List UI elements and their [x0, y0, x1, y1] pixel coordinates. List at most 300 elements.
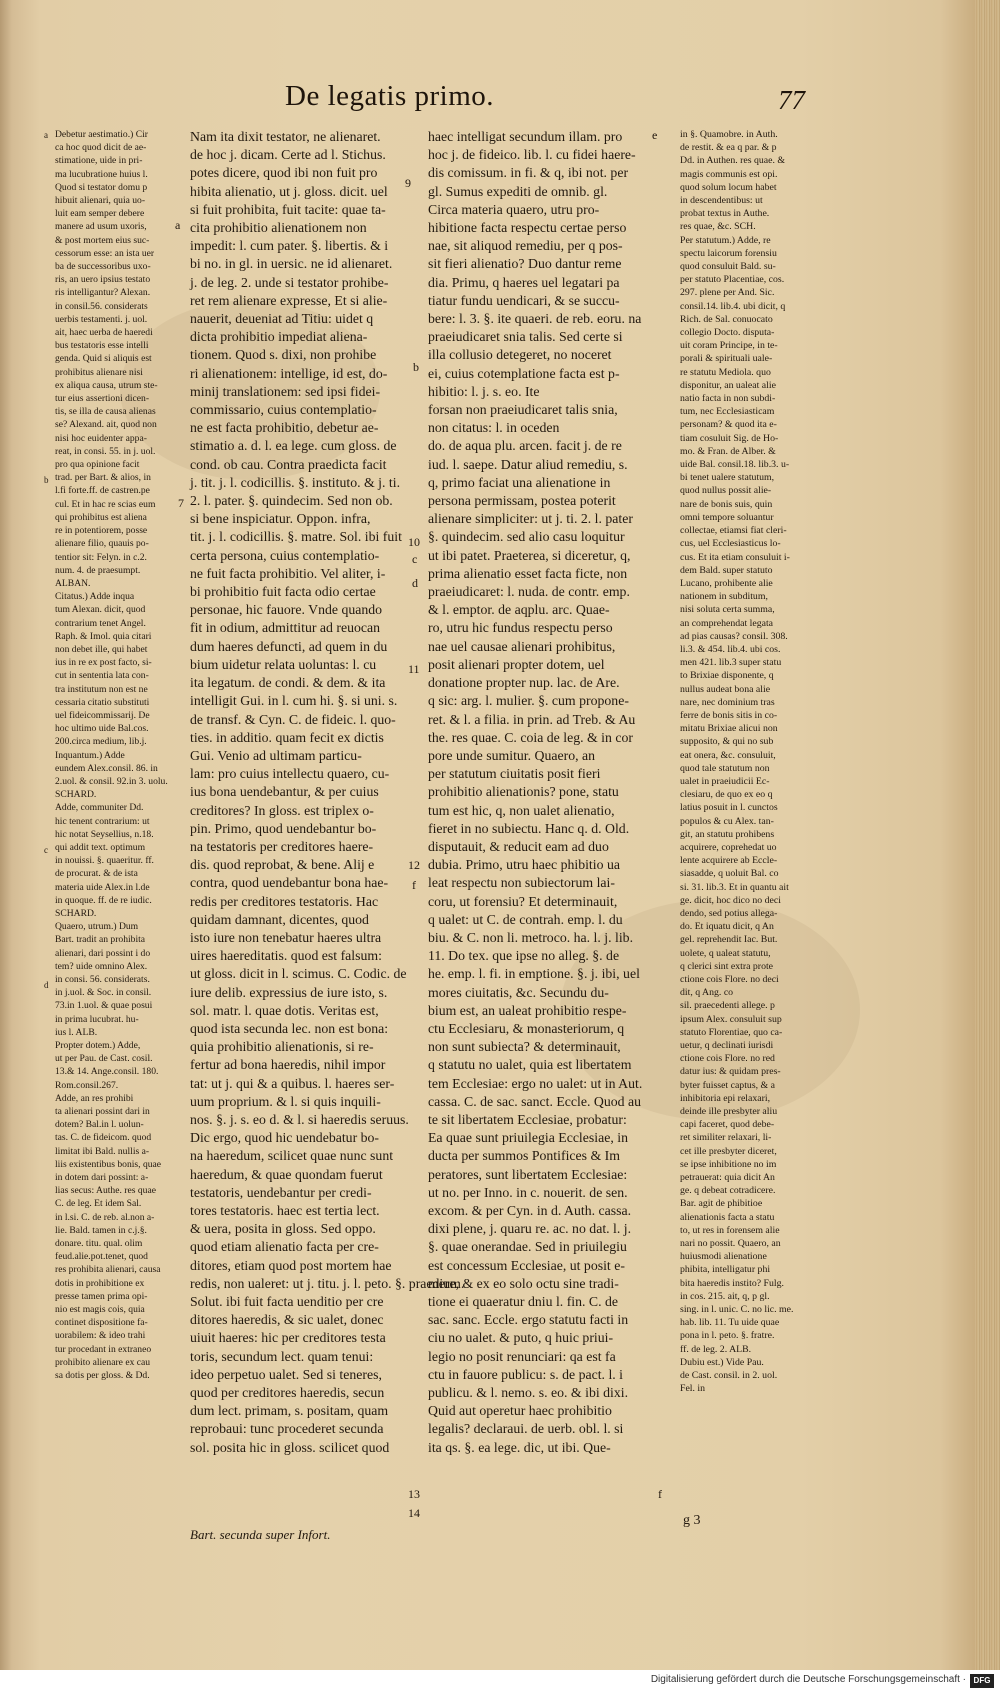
text-line: liis existentibus bonis, quae — [55, 1158, 162, 1170]
text-line: personae, hic fauore. Vnde quando — [190, 602, 383, 618]
text-line: quod tale statutum non — [680, 762, 770, 774]
text-line: hibuit alienari, quia uo- — [55, 195, 146, 207]
text-line: contra, quod uendebantur bona hae- — [190, 875, 389, 891]
text-line: quod per creditores haeredis, secun — [190, 1385, 385, 1401]
text-line: ualet in praeiudicii Ec- — [680, 775, 770, 787]
text-line: de transf. & Cyn. C. de fideic. l. quo- — [190, 711, 396, 727]
text-line: quod solum locum habet — [680, 181, 777, 193]
text-line: si. 31. lib.3. Et in quantu ait — [680, 881, 789, 893]
text-line: siasadde, q uoluit Bal. co — [680, 868, 779, 880]
text-line: nio est magis cois, quia — [55, 1304, 145, 1316]
text-line: 2.uol. & consil. 92.in 3. uolu. — [55, 775, 168, 787]
text-line: luit eam semper debere — [55, 208, 145, 220]
marker: f — [658, 1487, 662, 1501]
text-line: ne est facta prohibitio, debetur ae- — [190, 420, 379, 436]
text-line: stimatione, uide in pri- — [55, 155, 143, 167]
catchword: Bart. secunda super Infort. — [190, 1527, 331, 1542]
text-line: nauerit, deueniat ad Titiu: uidet q — [190, 311, 374, 327]
text-line: git, an statutu prohibens — [680, 828, 775, 840]
text-line: §. quindecim. sed alio casu loquitur — [428, 529, 625, 545]
text-line: uerbis testamenti. j. uol. — [55, 313, 148, 325]
text-line: bita haeredis instito? Fulg. — [680, 1277, 784, 1289]
text-line: pore unde sumitur. Quaero, an — [428, 747, 596, 763]
text-line: in prima lucubrat. hu- — [55, 1013, 139, 1025]
text-line: alienationis facta a statu — [680, 1211, 775, 1223]
text-line: ctione cois Flore. no deci — [680, 974, 779, 985]
credit-text: Digitalisierung gefördert durch die Deutsche Forschungsgemeinschaft · — [650, 1674, 966, 1685]
text-line: de Cast. consil. in 2. uol. — [680, 1370, 778, 1382]
text-line: eundem Alex.consil. 86. in — [55, 762, 158, 774]
text-line: se? Alexand. ait, quod non — [55, 419, 157, 431]
text-line: disponitur, an ualeat alie — [680, 379, 776, 391]
text-line: uel fideicommissarij. De — [55, 709, 150, 721]
text-line: intelligit Gui. in l. cum hi. §. si uni. s. — [190, 693, 398, 709]
text-line: in dotem dari possint: a- — [55, 1172, 149, 1184]
text-line: clesiaru, de quo ex eo q — [680, 789, 773, 801]
text-line: Bar. agit de phibitioe — [680, 1198, 763, 1210]
text-line: dubia. Primo, utru haec phibitio ua — [428, 857, 620, 873]
text-line: excom. & per Cyn. in d. Auth. cassa. — [428, 1202, 632, 1218]
marker: e — [652, 128, 658, 142]
text-line: ad pias causas? consil. 308. — [680, 630, 788, 642]
text-line: ita qs. §. ea lege. dic, ut ibi. Que- — [428, 1439, 611, 1455]
text-line: donatione propter nup. lac. de Are. — [428, 675, 620, 691]
text-line: do. Et iquatu dicit, q An — [680, 921, 774, 933]
text-line: q clerici sint extra prote — [680, 960, 774, 972]
text-line: Rom.consil.267. — [55, 1079, 119, 1091]
text-line: legio no posit renunciari: qa est fa — [428, 1348, 616, 1364]
text-line: cul. Et in hac re scias eum — [55, 498, 156, 510]
text-line: ALBAN. — [55, 577, 91, 589]
note-letter: d — [44, 980, 49, 990]
text-line: uum proprium. & l. si quis inquili- — [190, 1093, 381, 1109]
text-line: non sunt subiecta? & determinauit, — [428, 1039, 621, 1055]
text-line: ducta per summos Pontifices & Im — [428, 1148, 620, 1164]
text-line: q sic: arg. l. mulier. §. cum propone- — [428, 693, 629, 709]
text-line: tas. C. de fideicom. quod — [55, 1132, 152, 1144]
text-line: bi tenet ualere statutum, — [680, 472, 775, 484]
text-line: cet ille presbyter diceret, — [680, 1145, 777, 1157]
text-line: iure delib. expressius de iure isto, s. — [190, 984, 388, 1000]
marker: 12 — [408, 858, 420, 872]
text-line: bi prohibitio fuit facta odio certae — [190, 584, 376, 600]
text-line: iud. l. saepe. Datur aliud remediu, s. — [428, 456, 628, 472]
text-line: ut ibi patet. Praeterea, si diceretur, q, — [428, 547, 631, 563]
text-line: ret rem alienare expresse, Et si alie- — [190, 292, 388, 308]
text-line: ret. & l. a filia. in prin. ad Treb. & Au — [428, 711, 636, 727]
text-line: in §. Quamobre. in Auth. — [680, 129, 778, 140]
text-line: magis communis est opi. — [680, 168, 778, 180]
text-line: quidam damnant, dicentes, quod — [190, 911, 369, 927]
text-line: tem Ecclesiae: ergo no ualet: ut in Aut. — [428, 1075, 643, 1091]
text-line: j. tit. j. l. codicillis. §. instituto. & j. ti. — [190, 474, 401, 490]
text-line: illa collusio detegeret, no noceret — [428, 347, 612, 363]
marker: d — [412, 576, 418, 590]
text-line: nare de bonis suis, quin — [680, 498, 773, 510]
marker: b — [413, 360, 419, 374]
text-line: lente acquirere ab Eccle- — [680, 855, 778, 867]
text-line: quod consuluit Bald. su- — [680, 261, 776, 273]
text-line: Quaero, utrum.) Dum — [55, 921, 139, 933]
text-line: redis per creditores testatoris. Hac — [190, 893, 379, 909]
text-line: 2. l. pater. §. quindecim. Sed non ob. — [190, 493, 393, 509]
text-line: ius in re ex post facto, si- — [55, 657, 152, 669]
text-line: redis, non ualeret: ut j. titu. j. l. peto. §. praedium. — [190, 1275, 465, 1291]
text-line: limitat ibi Bald. nullis a- — [55, 1145, 150, 1157]
text-line: sing. in l. unic. C. no lic. me. — [680, 1304, 794, 1316]
text-line: in descendentibus: ut — [680, 195, 763, 207]
text-line: acquirere, coprehedat uo — [680, 841, 777, 853]
text-line: stimatio a. d. l. ea lege. cum gloss. de — [190, 438, 397, 454]
text-line: fertur ad bona haeredis, nihil impor — [190, 1057, 386, 1073]
text-line: to Brixiae disponente, q — [680, 670, 774, 682]
text-line: ferre de bonis sitis in co- — [680, 709, 778, 721]
text-line: personam? & quod ita e- — [680, 419, 777, 431]
text-line: re in potentiorem, posse — [55, 525, 148, 537]
page-edges — [975, 0, 1000, 1670]
marker: a — [175, 218, 181, 232]
text-line: quod ista secunda lec. non est bona: — [190, 1020, 389, 1036]
marker: 11 — [408, 662, 420, 676]
note-letter: a — [44, 130, 48, 140]
text-line: collegio Docto. disputa- — [680, 327, 775, 339]
text-line: j. de leg. 2. unde si testator prohibe- — [190, 274, 389, 290]
text-line: Ea quae sunt priuilegia Ecclesiae, in — [428, 1130, 628, 1146]
text-line: ge. q debeat cotradicere. — [680, 1185, 776, 1197]
text-line: collectae, etiamsi fiat cleri- — [680, 525, 787, 537]
text-line: sac. sanc. Eccle. ergo statutu facti in — [428, 1312, 629, 1328]
text-line: hibita alienatio, ut j. gloss. dicit. uel — [190, 183, 388, 199]
text-line: 297. plene per And. Sic. — [680, 287, 775, 299]
text-line: cond. ob cau. Contra praedicta facit — [190, 456, 387, 472]
text-line: bus testatoris esse intelli — [55, 340, 149, 352]
text-line: num. 4. de praesumpt. — [55, 564, 141, 576]
text-line: dis. quod reprobat, & bene. Alij e — [190, 857, 375, 873]
text-line: lam: pro cuius intellectu quaero, cu- — [190, 766, 390, 782]
text-line: dixi plene, j. quaru re. ac. no dat. l. j. — [428, 1221, 632, 1237]
text-line: q statutu no ualet, quia est libertatem — [428, 1057, 632, 1073]
text-line: Bart. tradit an prohibita — [55, 934, 146, 946]
text-line: Rich. de Sal. conuocato — [680, 313, 773, 325]
text-line: trad. per Bart. & alios, in — [55, 472, 151, 484]
text-line: non debet ille, qui habet — [55, 643, 148, 655]
text-line: nae uel causae alienari prohibitus, — [428, 638, 616, 654]
marginal-notes-right — [680, 128, 820, 1396]
text-line: ut gloss. dicit in l. scimus. C. Codic. de — [190, 966, 407, 982]
text-line: nisi hoc euidenter appa- — [55, 432, 147, 444]
text-line: supposito, & qui no sub — [680, 736, 774, 748]
page-title: De legatis primo. — [285, 80, 495, 112]
marker: 10 — [408, 535, 420, 549]
text-line: in quoque. ff. de re iudic. — [55, 894, 152, 906]
text-line: impedit: l. cum pater. §. libertis. & i — [190, 238, 389, 254]
text-line: Circa materia quaero, utru pro- — [428, 201, 600, 217]
text-line: consil.14. lib.4. ubi dicit, q — [680, 300, 786, 312]
text-line: ne fuit facta prohibitio. Vel aliter, i- — [190, 565, 386, 581]
text-line: ius bona uendebantur, & per cuius — [190, 784, 379, 800]
text-line: testatoris, uendebantur per credi- — [190, 1184, 372, 1200]
text-line: bium uidetur relata uoluntas: l. cu — [190, 656, 377, 672]
text-line: Nam ita dixit testator, ne alienaret. — [190, 129, 381, 144]
text-line: 11. Do tex. que ipse no alleg. §. de — [428, 948, 620, 964]
text-line: petrauerat: quia dicit An — [680, 1172, 775, 1184]
text-line: praeiudicaret: l. nuda. de contr. emp. — [428, 584, 630, 600]
text-line: tionem. Quod s. dixi, non prohibe — [190, 347, 377, 363]
text-line: Adde, communiter Dd. — [55, 802, 144, 814]
text-line: tur procedant in extraneo — [55, 1343, 152, 1355]
text-line: dis comissum. in fi. & q, ibi not. per — [428, 165, 629, 181]
text-line: reat, in consi. 55. in j. uol. — [55, 445, 156, 457]
text-line: porali & spirituali uale- — [680, 353, 773, 365]
text-line: hibitione facta respectu certae perso — [428, 220, 627, 236]
text-line: haec intelligat secundum illam. pro — [428, 129, 623, 144]
text-line: donare. titu. qual. olim — [55, 1238, 143, 1250]
marginal-notes-left — [55, 128, 175, 1382]
text-line: uorabilem: & ideo trahi — [55, 1330, 146, 1342]
text-line: Quod si testator domu p — [55, 181, 148, 193]
text-line: Fel. in — [680, 1383, 706, 1395]
text-line: quia prohibitio alienationis, si re- — [190, 1039, 374, 1055]
text-line: uires haereditatis. quod est falsum: — [190, 948, 382, 964]
text-line: Quid aut operetur haec prohibitio — [428, 1403, 612, 1419]
text-line: ma lucubratione huius l. — [55, 168, 148, 180]
text-line: deinde ille presbyter aliu — [680, 1106, 778, 1118]
text-line: dit, q Ang. co — [680, 987, 734, 999]
text-line: dotis in prohibitione ex — [55, 1277, 145, 1289]
text-line: biu. & C. non li. metroco. ha. l. j. lib. — [428, 929, 634, 945]
text-line: eat onera, &c. consuluit, — [680, 749, 776, 761]
text-line: ge. dicit, hoc dico no deci — [680, 894, 781, 906]
text-line: tis, se illa de causa alienas — [55, 406, 156, 418]
text-line: praeiudicaret snia talis. Sed certe si — [428, 329, 623, 345]
signature-mark: g 3 — [683, 1513, 701, 1528]
text-line: leat respectu non subiectorum lai- — [428, 875, 615, 891]
text-line: spectu laicorum forensiu — [680, 247, 777, 259]
text-line: uit coram Principe, in te- — [680, 340, 778, 352]
text-line: alienare simpliciter: ut j. ti. 2. l. pater — [428, 511, 633, 527]
text-line: tra institutum non est ne — [55, 683, 148, 695]
text-line: Gui. Venio ad ultimam particu- — [190, 747, 362, 763]
text-line: Dd. in Authen. res quae. & — [680, 155, 786, 167]
main-text-column-2 — [428, 128, 653, 1457]
text-line: mo. & Fran. de Alber. & — [680, 445, 776, 457]
text-line: ut no. per Inno. in c. nouerit. de sen. — [428, 1184, 628, 1200]
text-line: commissario, cuius contemplatio- — [190, 402, 377, 418]
text-line: de restit. & ea q par. & p — [680, 142, 777, 154]
text-line: gel. reprehendit Iac. But. — [680, 934, 778, 946]
text-line: dia. Primu, q haeres uel legatari pa — [428, 274, 620, 290]
text-line: nare, nec dominium tras — [680, 696, 775, 708]
text-line: ret similiter relaxari, li- — [680, 1132, 772, 1144]
marker: c — [412, 552, 418, 566]
text-line: tentior sit: Felyn. in c.2. — [55, 551, 147, 563]
text-line: dotem? Bal.in l. uolun- — [55, 1119, 144, 1131]
text-line: in l.si. C. de reb. al.non a- — [55, 1211, 155, 1223]
text-line: the. res quae. C. coia de leg. & in cor — [428, 729, 633, 745]
text-line: ditores haeredis, & sic ualet, donec — [190, 1312, 384, 1328]
text-line: omni tempore soluantur — [680, 511, 774, 523]
text-line: ctione cois Flore. no red — [680, 1053, 775, 1065]
text-line: probat textus in Authe. — [680, 208, 770, 220]
text-line: quod etiam alienatio facta per cre- — [190, 1239, 379, 1255]
text-line: dum haeres defuncti, ad quem in du — [190, 638, 388, 654]
text-line: gl. Sumus expediti de omnib. gl. — [428, 183, 608, 199]
text-line: manere ad usum uxoris, — [55, 221, 147, 233]
text-line: dendo, sed potius allega- — [680, 907, 778, 919]
text-line: an comprehendat legata — [680, 617, 774, 629]
text-line: re statutu Mediola. quo — [680, 366, 771, 378]
text-line: res quae, &c. SCH. — [680, 221, 756, 233]
text-line: Citatus.) Adde inqua — [55, 591, 135, 603]
text-line: li.3. & 454. lib.4. ubi cos. — [680, 643, 781, 655]
text-line: ciu no ualet. & puto, q huic priui- — [428, 1330, 614, 1346]
text-line: Dic ergo, quod hic uendebatur bo- — [190, 1130, 380, 1146]
text-line: mitatu Brixiae alicui non — [680, 723, 778, 735]
text-line: de procurat. & de ista — [55, 868, 138, 880]
text-line: sol. matr. l. quae dotis. Veritas est, — [190, 1002, 379, 1018]
text-line: ut per Pau. de Cast. cosil. — [55, 1053, 153, 1065]
text-line: cut in sententia lata con- — [55, 670, 149, 682]
text-line: tem? uide omnino Alex. — [55, 960, 148, 972]
text-line: nos. §. j. s. eo d. & l. si haeredis seruus. — [190, 1111, 409, 1127]
text-line: quod nullus possit alie- — [680, 485, 772, 497]
text-line: ris, an uero ipsius testato — [55, 274, 151, 286]
marker: 14 — [408, 1506, 420, 1520]
text-line: na testatoris per creditores haere- — [190, 838, 374, 854]
text-line: minij translationem: sed ipsi fidei- — [190, 383, 381, 399]
text-line: q, primo faciat una alienatione in — [428, 474, 611, 490]
text-line: hab. lib. 11. Tu uide quae — [680, 1317, 780, 1329]
text-line: in cos. 215. ait, q, p gl. — [680, 1290, 770, 1302]
text-line: sol. posita hic in gloss. scilicet quod — [190, 1439, 390, 1455]
text-line: persona permissam, postea poterit — [428, 493, 616, 509]
text-line: tum Alexan. dicit, quod — [55, 604, 146, 616]
text-line: creditores? In gloss. est triplex o- — [190, 802, 374, 818]
text-line: C. de leg. Et idem Sal. — [55, 1198, 142, 1210]
text-line: to, ut res in forensem alie — [680, 1224, 780, 1236]
text-line: pin. Primo, quod uendebantur bo- — [190, 820, 377, 836]
text-line: ideo perpetuo ualet. Sed si teneres, — [190, 1366, 382, 1382]
text-line: uide Bal. consil.18. lib.3. u- — [680, 459, 790, 471]
text-line: bere: l. 3. §. ite quaeri. de reb. eoru. na — [428, 311, 642, 327]
text-line: na haeredum, scilicet quae nunc sunt — [190, 1148, 394, 1164]
text-line: feud.alie.pot.tenet, quod — [55, 1251, 148, 1263]
text-line: dicta prohibitio impediat aliena- — [190, 329, 368, 345]
text-line: isto iure non tenebatur haeres ultra — [190, 929, 382, 945]
text-line: prohibito alienare ex cau — [55, 1356, 151, 1368]
text-line: byter fuisset captus, & a — [680, 1079, 775, 1091]
text-line: lie. Bald. tamen in c.j.§. — [55, 1224, 147, 1236]
text-line: posit alienari propter dotem, uel — [428, 656, 605, 672]
text-line: ex aliqua causa, utrum ste- — [55, 379, 158, 391]
text-line: SCHARD. — [55, 789, 97, 801]
text-line: sit fieri alienatio? Duo dantur reme — [428, 256, 622, 272]
text-line: si fuit prohibita, fuit tacite: quae ta- — [190, 201, 386, 217]
text-line: ta alienari possint dari in — [55, 1106, 150, 1118]
text-line: cassa. C. de sac. sanct. Eccle. Quod au — [428, 1093, 642, 1109]
text-line: in consil.56. considerats — [55, 300, 148, 312]
text-line: nae, sit aliquod remediu, per q pos- — [428, 238, 623, 254]
text-line: per statuto Placentiae, cos. — [680, 274, 785, 286]
text-line: alienari, dari possint i do — [55, 947, 151, 959]
text-line: se ipse inhibitione no im — [680, 1158, 777, 1170]
text-line: he. emp. l. fi. in emptione. §. j. ibi, uel — [428, 966, 640, 982]
text-line: ties. in additio. quam fecit ex dictis — [190, 729, 384, 745]
text-line: statuto Florentiae, quo ca- — [680, 1026, 783, 1038]
text-line: disputauit, & reducit eam ad duo — [428, 838, 609, 854]
text-line: in consi. 56. considerats. — [55, 974, 150, 985]
text-line: potes dicere, quod ibi non fuit pro — [190, 165, 378, 181]
text-line: nisi soluta certa summa, — [680, 604, 775, 616]
text-line: Raph. & Imol. quia citari — [55, 630, 152, 642]
text-line: Adde, an res prohibi — [55, 1092, 134, 1104]
text-line: tiatur fundu uendicari, & se succu- — [428, 292, 620, 308]
text-line: Per statutum.) Adde, re — [680, 234, 771, 246]
marker: 7 — [178, 496, 184, 510]
text-line: reprobaui: tunc procederet secunda — [190, 1421, 384, 1437]
text-line: ff. de leg. 2. ALB. — [680, 1343, 752, 1355]
text-line: tores testatoris. haec est tertia lect. — [190, 1202, 380, 1218]
text-line: capi faceret, quod debe- — [680, 1119, 775, 1131]
text-line: publicu. & l. nemo. s. eo. & ibi dixi. — [428, 1385, 629, 1401]
text-line: datur ius: & quidam pres- — [680, 1066, 781, 1078]
text-line: cessaria citatio substituti — [55, 696, 150, 708]
text-line: pona in l. peto. §. fratre. — [680, 1330, 775, 1342]
text-line: ipsum Alex. consuluit sup — [680, 1013, 782, 1025]
text-line: continet dispositione fa- — [55, 1317, 148, 1329]
text-line: tum est hic, q, non ualet alienatio, — [428, 802, 615, 818]
text-line: toris, secundum lect. quam tenui: — [190, 1348, 374, 1364]
text-line: ri alienationem: intellige, id est, do- — [190, 365, 388, 381]
text-line: ei, cuius cotemplatione facta est p- — [428, 365, 620, 381]
text-line: presse tamen prima opi- — [55, 1290, 148, 1302]
text-line: uolete, q ualeat statutu, — [680, 947, 771, 959]
marker: 9 — [405, 176, 411, 190]
text-line: & l. emptor. de aqplu. arc. Quae- — [428, 602, 610, 618]
text-line: nationem in subditum, — [680, 591, 768, 603]
text-line: cus. Et ita etiam consuluit i- — [680, 551, 790, 563]
text-line: certa persona, cuius contemplatio- — [190, 547, 380, 563]
text-line: pro qua opinione facit — [55, 459, 140, 471]
text-line: tione ei quaeratur dniu l. fin. C. de — [428, 1294, 619, 1309]
text-line: tit. j. l. codicillis. §. matre. Sol. ibi fuit — [190, 529, 402, 545]
text-line: lias secus: Authe. res quae — [55, 1185, 156, 1197]
text-line: prohibitio alienationis? pone, statu — [428, 784, 619, 800]
text-line: non citatus: l. in oceden — [428, 420, 560, 436]
text-line: §. quae onerandae. Sed in priuilegiu — [428, 1239, 627, 1255]
note-letter: b — [44, 475, 49, 485]
text-line: te sit libertatem Ecclesiae, probatur: — [428, 1111, 627, 1127]
text-line: sa dotis per gloss. & Dd. — [55, 1370, 150, 1382]
text-line: Lucano, prohibente alie — [680, 577, 773, 589]
text-line: ait, haec uerba de haeredi — [55, 327, 153, 339]
text-line: natio facta in non subdi- — [680, 393, 776, 405]
text-line: uiuit haeres: hic per creditores testa — [190, 1330, 386, 1346]
text-line: haeredum, & quae quondam fuerut — [190, 1166, 383, 1182]
text-line: inhibitoria epi relaxari, — [680, 1092, 771, 1104]
text-line: ro, utru hic fundus respectu perso — [428, 620, 613, 636]
text-line: tat: ut j. qui & a quibus. l. haeres ser- — [190, 1075, 395, 1091]
text-line: populos & cu Alex. tan- — [680, 815, 774, 827]
text-line: 200.circa medium, lib.j. — [55, 736, 147, 748]
text-line: mores ciuitatis, &c. Secundu du- — [428, 984, 609, 1000]
text-line: in nouissi. §. quaeritur. ff. — [55, 855, 154, 867]
text-line: hibitio: l. j. s. eo. Ite — [428, 383, 540, 399]
text-line: bium est, an ualeat prohibitio respe- — [428, 1002, 627, 1018]
text-line: si bene inspiciatur. Oppon. infra, — [190, 511, 371, 527]
text-line: Inquantum.) Adde — [55, 749, 125, 761]
text-line: latius posuit in l. cunctos — [680, 802, 778, 814]
